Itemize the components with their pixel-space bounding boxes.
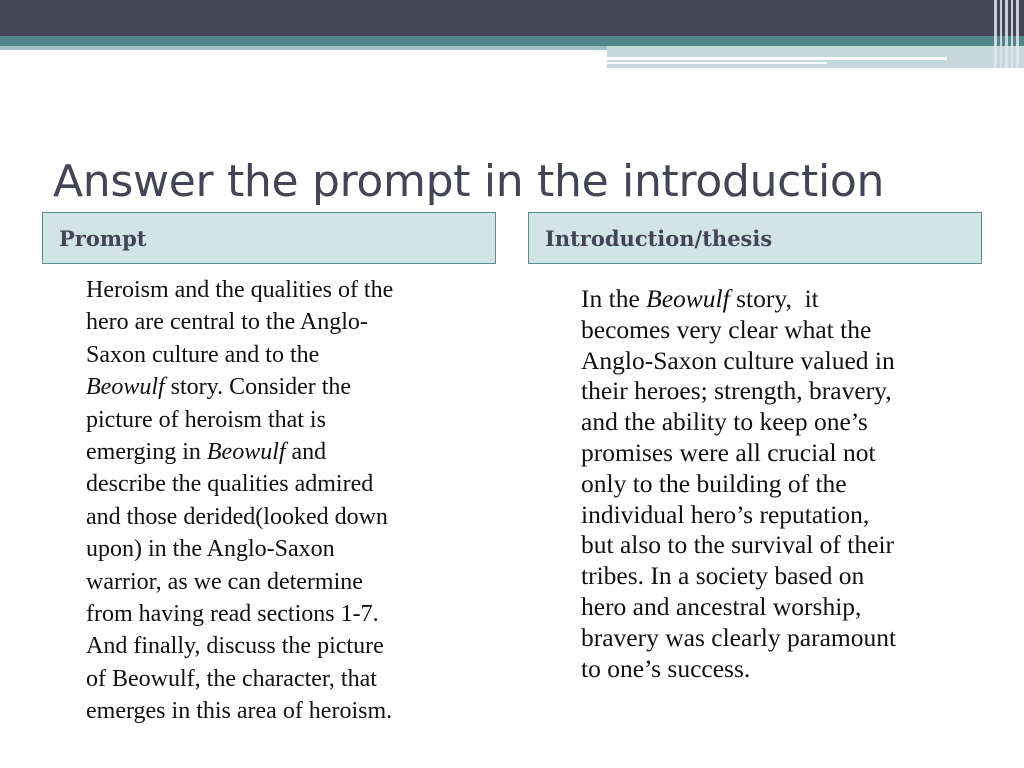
thesis-line: their heroes; strength, bravery, [581, 376, 892, 406]
prompt-line: from having read sections 1-7. [86, 601, 379, 628]
top-banner-highlight-2 [607, 62, 827, 64]
thesis-line: promises were all crucial not [581, 437, 876, 467]
prompt-line: And finally, discuss the picture [86, 633, 384, 660]
thesis-line: tribes. In a society based on [581, 561, 865, 591]
prompt-header: Prompt [42, 212, 496, 264]
thesis-line: individual hero’s reputation, [581, 499, 870, 529]
prompt-line: upon) in the Anglo-Saxon [86, 536, 335, 563]
top-banner-highlight [607, 57, 947, 60]
prompt-line: emerges in this area of heroism. [86, 698, 393, 725]
prompt-line: picture of heroism that is [86, 406, 326, 433]
thesis-line: becomes very clear what the [581, 314, 872, 344]
thesis-line: and the ability to keep one’s [581, 407, 868, 437]
prompt-line: hero are central to the Anglo- [86, 309, 368, 336]
prompt-line: describe the qualities admired [86, 471, 374, 498]
prompt-line: and those derided(looked down [86, 503, 388, 530]
thesis-line: to one’s success. [581, 653, 751, 683]
slide-title: Answer the prompt in the introduction [53, 156, 885, 207]
prompt-text [86, 274, 484, 728]
prompt-line: of Beowulf, the character, that [86, 665, 377, 692]
thesis-line: hero and ancestral worship, [581, 591, 862, 621]
thesis-line: only to the building of the [581, 468, 847, 498]
thesis-line: bravery was clearly paramount [581, 622, 897, 652]
top-banner-light-strip [0, 46, 610, 50]
banner-vertical-stripes [992, 0, 1024, 68]
prompt-line: Beowulf story. Consider the [86, 374, 352, 401]
thesis-text [581, 284, 991, 684]
top-banner-dark [0, 0, 1024, 36]
thesis-line: In the Beowulf story, it [581, 284, 819, 313]
introduction-thesis-header: Introduction/thesis [528, 212, 982, 264]
prompt-line: Heroism and the qualities of the [86, 277, 394, 303]
top-banner-teal [0, 36, 1024, 46]
prompt-line: emerging in Beowulf and [86, 439, 327, 466]
thesis-line: Anglo-Saxon culture valued in [581, 345, 895, 375]
prompt-line: warrior, as we can determine [86, 568, 363, 595]
thesis-line: but also to the survival of their [581, 530, 895, 560]
prompt-line: Saxon culture and to the [86, 341, 320, 368]
